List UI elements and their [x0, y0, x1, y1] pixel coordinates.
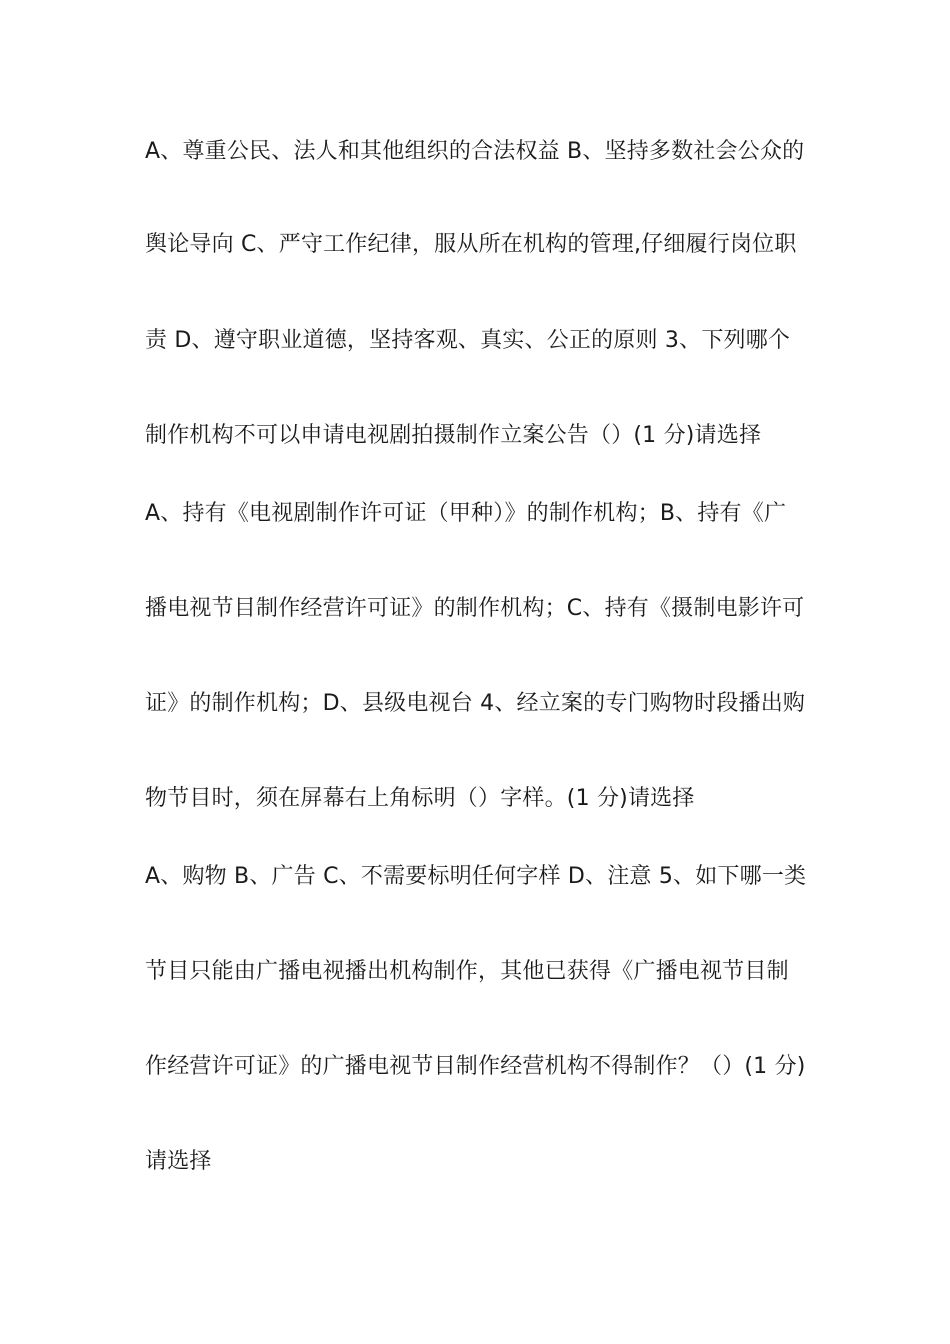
text-line-4: 制作机构不可以申请电视剧拍摄制作立案公告（）(1 分)请选择 — [145, 423, 762, 448]
text-line-2: 舆论导向 C、严守工作纪律，服从所在机构的管理,仔细履行岗位职 — [145, 232, 797, 257]
text-line-6: 播电视节目制作经营许可证》的制作机构；C、持有《摄制电影许可 — [145, 596, 805, 621]
text-line-8: 物节目时，须在屏幕右上角标明（）字样。(1 分)请选择 — [145, 786, 695, 811]
text-line-1: A、尊重公民、法人和其他组织的合法权益 B、坚持多数社会公众的 — [145, 139, 805, 164]
text-line-7: 证》的制作机构；D、县级电视台 4、经立案的专门购物时段播出购 — [145, 691, 806, 716]
text-line-5: A、持有《电视剧制作许可证（甲种）》的制作机构；B、持有《广 — [145, 501, 787, 526]
text-line-9: A、购物 B、广告 C、不需要标明任何字样 D、注意 5、如下哪一类 — [145, 864, 807, 889]
text-line-10: 节目只能由广播电视播出机构制作，其他已获得《广播电视节目制 — [145, 959, 789, 984]
text-line-12: 请选择 — [145, 1149, 212, 1174]
text-line-3: 责 D、遵守职业道德，坚持客观、真实、公正的原则 3、下列哪个 — [145, 328, 791, 353]
text-line-11: 作经营许可证》的广播电视节目制作经营机构不得制作？（）(1 分) — [145, 1054, 806, 1079]
